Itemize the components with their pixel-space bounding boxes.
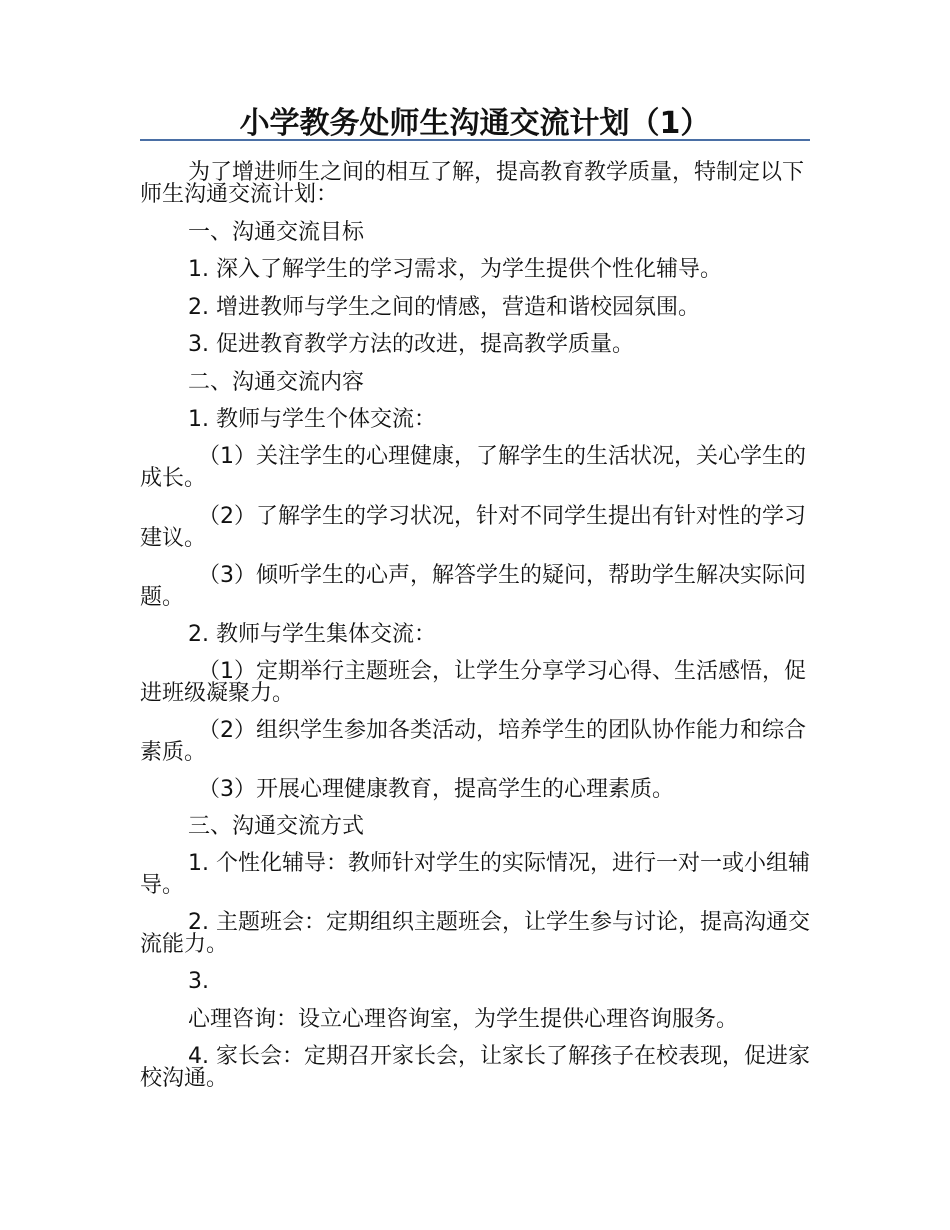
content-subitem-1-3: （3）倾听学生的心声，解答学生的疑问，帮助学生解决实际问题。	[140, 563, 806, 610]
content-item-1: 1. 教师与学生个体交流：	[188, 407, 436, 432]
method-item-2: 2. 主题班会：定期组织主题班会，让学生参与讨论，提高沟通交流能力。	[140, 910, 810, 957]
document-title: 小学教务处师生沟通交流计划（1）	[239, 106, 711, 141]
content-subitem-2-3: （3）开展心理健康教育，提高学生的心理素质。	[198, 777, 674, 802]
goal-item-3: 3. 促进教育教学方法的改进，提高教学质量。	[188, 332, 634, 357]
content-item-2: 2. 教师与学生集体交流：	[188, 622, 436, 647]
method-item-3-number: 3.	[188, 969, 209, 994]
section-heading-methods: 三、沟通交流方式	[188, 814, 365, 839]
method-item-3: 心理咨询：设立心理咨询室，为学生提供心理咨询服务。	[188, 1007, 739, 1032]
method-item-1: 1. 个性化辅导：教师针对学生的实际情况，进行一对一或小组辅导。	[140, 851, 810, 898]
content-subitem-1-1: （1）关注学生的心理健康，了解学生的生活状况，关心学生的成长。	[140, 444, 806, 491]
intro-paragraph: 为了增进师生之间的相互了解，提高教育教学质量，特制定以下师生沟通交流计划：	[140, 160, 805, 207]
goal-item-1: 1. 深入了解学生的学习需求，为学生提供个性化辅导。	[188, 257, 722, 282]
title-underline	[140, 139, 810, 141]
method-item-4: 4. 家长会：定期召开家长会，让家长了解孩子在校表现，促进家校沟通。	[140, 1044, 810, 1091]
content-subitem-2-2: （2）组织学生参加各类活动，培养学生的团队协作能力和综合素质。	[140, 718, 806, 765]
section-heading-goals: 一、沟通交流目标	[188, 220, 365, 245]
content-subitem-1-2: （2）了解学生的学习状况，针对不同学生提出有针对性的学习建议。	[140, 504, 806, 551]
content-subitem-2-1: （1）定期举行主题班会，让学生分享学习心得、生活感悟，促进班级凝聚力。	[140, 659, 806, 706]
section-heading-content: 二、沟通交流内容	[188, 370, 365, 395]
goal-item-2: 2. 增进教师与学生之间的情感，营造和谐校园氛围。	[188, 295, 700, 320]
